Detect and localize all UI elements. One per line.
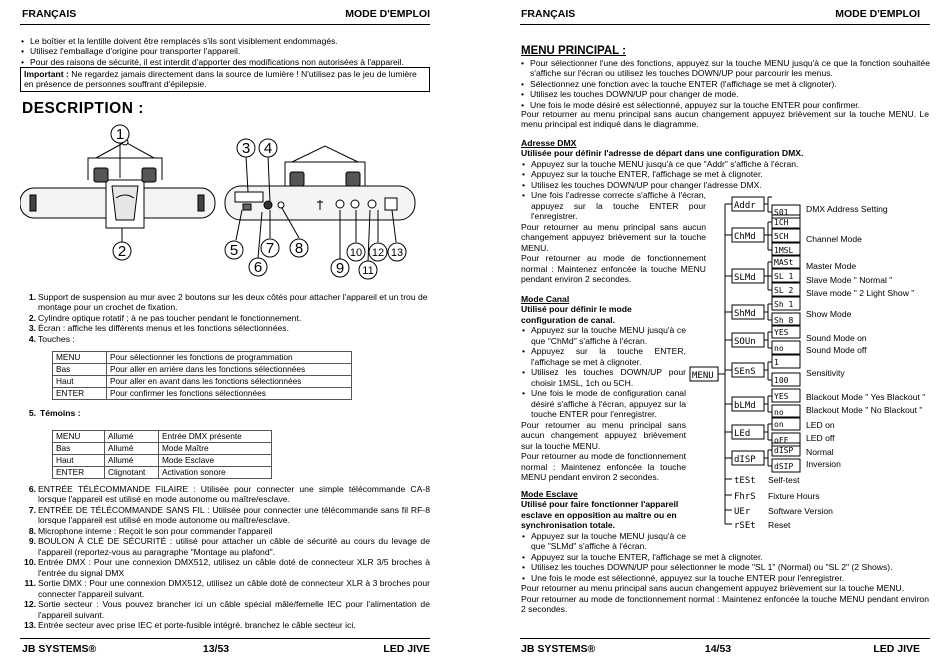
menu-label: Normal bbox=[806, 447, 834, 457]
callout-6: 6 bbox=[253, 259, 263, 276]
esclave-title: Mode Esclave bbox=[521, 489, 578, 499]
touches-table bbox=[52, 351, 352, 400]
left-header-rule bbox=[20, 24, 430, 25]
canal-bullets bbox=[521, 325, 686, 419]
menu-opt: SL 1 bbox=[774, 272, 794, 281]
menu-opt: 1MSL bbox=[774, 246, 794, 255]
canal-subtitle: Utilisé pour définir le mode configuration de canal. bbox=[521, 304, 632, 325]
menu-opt: S01 bbox=[774, 208, 789, 217]
menu-label: Sensitivity bbox=[806, 368, 845, 378]
list-item: • Utilisez les touches DOWN/UP pour changer de mode. bbox=[520, 89, 930, 99]
menu-label: Reset bbox=[768, 520, 791, 530]
menu-label: Master Mode bbox=[806, 261, 857, 271]
temoins-table bbox=[52, 430, 272, 479]
list-item: • Appuyez sur la touche ENTER, l'affichage se met à clignoter. bbox=[521, 169, 801, 179]
list-item: 10. Entrée DMX : Pour une connexion DMX512, utilisez un câble doté de connecteur XLR 3/5 broches à l'entrée du signal DMX bbox=[24, 557, 430, 578]
menu-label: Fixture Hours bbox=[768, 491, 820, 501]
section-canal bbox=[521, 294, 686, 483]
list-item: • Utilisez l'emballage d'origine pour transporter l'appareil. bbox=[20, 46, 430, 56]
canal-title: Mode Canal bbox=[521, 294, 570, 304]
menu-code-blmd: bLMd bbox=[734, 401, 756, 411]
menu-opt: 1 bbox=[774, 358, 779, 367]
list-item: • Le boîtier et la lentille doivent être remplacés s'ils sont visiblement endommagés. bbox=[20, 36, 430, 46]
list-item: 7. ENTRÉE DE TÉLÉCOMMANDE SANS FIL : Utilisée pour connecter une télécommande sans fil RF-8 lorsque l'appareil est utilisé en mode autonome ou maître/esclave. bbox=[28, 504, 430, 526]
list-item: 12. Sortie secteur : Vous pouvez brancher ici un câble spécial mâle/femelle IEC pour l'alimentation de l'appareil suivant. bbox=[24, 599, 430, 620]
menu-opt: YES bbox=[774, 392, 789, 401]
warning-label: Important : bbox=[24, 69, 69, 79]
menu-label: Inversion bbox=[806, 459, 841, 469]
list-item: • Pour des raisons de sécurité, il est interdit d'apporter des modifications non autorisées à l'appareil. bbox=[20, 57, 430, 67]
menu-opt: 1CH bbox=[774, 218, 789, 227]
menu-opt: no bbox=[774, 344, 784, 353]
dmx-normal-paragraph: Pour retourner au mode de fonctionnement normal : Maintenez enfoncée la touche MENU pendant environ 2 secondes. bbox=[521, 253, 706, 285]
menu-code-rset: rSEt bbox=[734, 521, 756, 531]
list-item: 11. Sortie DMX : Pour une connexion DMX512, utilisez un câble doté de connecteur XLR à 3 broches pour connecter l'appareil suivant. bbox=[24, 578, 430, 599]
menu-label: Blackout Mode " Yes Blackout " bbox=[806, 392, 926, 402]
menu-opt: oFF bbox=[774, 436, 789, 445]
right-footer-brand: JB SYSTEMS® bbox=[521, 643, 596, 655]
esclave-normal-paragraph: Pour retourner au mode de fonctionnement normal : Maintenez enfoncée la touche MENU pendant environ 2 secondes. bbox=[521, 593, 929, 615]
dmx-return-paragraph: Pour retourner au menu principal sans aucun changement appuyez brièvement sur la touche MENU. bbox=[521, 221, 706, 253]
menu-label: Blackout Mode " No Blackout " bbox=[806, 405, 923, 415]
list-item: 9. BOULON À CLÉ DE SÉCURITÉ : utilisé pour attacher un câble de sécurité au cours du levage de l'appareil (reportez-vous au paragraphe "Montage au plafond". bbox=[28, 536, 430, 557]
list-item: 4. Touches : bbox=[28, 333, 75, 344]
left-header-language: FRANÇAIS bbox=[22, 8, 77, 20]
menu-tree-diagram bbox=[688, 190, 946, 540]
list-item: • Utilisez les touches DOWN/UP pour choisir 1MSL, 1ch ou 5CH. bbox=[521, 367, 686, 388]
list-item: • Une fois le mode de configuration canal désiré s'affiche à l'écran, appuyez sur la touche ENTER pour l'enregistrer. bbox=[521, 388, 686, 419]
left-header-title: MODE D'EMPLOI bbox=[345, 8, 430, 20]
callout-10: 10 bbox=[349, 247, 363, 259]
menu-code-led: LEd bbox=[734, 429, 751, 439]
right-header-language: FRANÇAIS bbox=[521, 8, 576, 20]
device-diagram bbox=[20, 120, 440, 280]
menu-bullets bbox=[520, 58, 930, 110]
list-item: 3. Écran : affiche les différents menus et les fonctions sélectionnées. bbox=[28, 323, 289, 334]
warning-text: Ne regardez jamais directement dans la source de lumière ! N'utilisez pas le jeu de lumière en présence de personnes souffrant d'épilepsie. bbox=[24, 69, 417, 90]
menu-code-fhrs: FhrS bbox=[734, 492, 756, 502]
menu-label: LED on bbox=[806, 420, 835, 430]
callout-12: 12 bbox=[371, 247, 385, 259]
list-item: 13. Entrée secteur avec prise IEC et porte-fusible intégré. branchez le câble secteur ici. bbox=[24, 620, 356, 631]
description-list-b bbox=[20, 484, 430, 631]
menu-code-slmd: SLMd bbox=[734, 273, 756, 283]
list-item: • Utilisez les touches DOWN/UP pour sélectionner le mode "SL 1" (Normal) ou "SL 2" (2 Shows). bbox=[521, 562, 929, 572]
list-item: • Une fois le mode est sélectionné, appuyez sur la touche ENTER pour l'enregistrer. bbox=[521, 573, 929, 583]
list-item: • Appuyez sur la touche MENU jusqu'à ce que "ChMd" s'affiche à l'écran. bbox=[521, 325, 686, 346]
callout-4: 4 bbox=[263, 140, 273, 157]
menu-label: Channel Mode bbox=[806, 234, 862, 244]
menu-opt: 100 bbox=[774, 376, 789, 385]
list-item: • Appuyez sur la touche ENTER, l'affichage se met à clignoter. bbox=[521, 552, 929, 562]
menu-label: Show Mode bbox=[806, 309, 852, 319]
menu-code-disp: dISP bbox=[734, 455, 756, 465]
list-item: • Appuyez sur la touche MENU jusqu'à ce que "Addr" s'affiche à l'écran. bbox=[521, 159, 801, 169]
table-row: Bas Pour aller en arrière dans les fonctions sélectionnées bbox=[53, 364, 352, 376]
list-item: • Pour sélectionner l'une des fonctions, appuyez sur la touche MENU jusqu'à ce que la fonction souhaitée s'affiche sur l'écran ou utilisez les touches DOWN/UP pour parcourir les menus. bbox=[520, 58, 930, 79]
table-row: Haut Pour aller en avant dans les fonctions sélectionnées bbox=[53, 376, 352, 388]
menu-opt: no bbox=[774, 408, 784, 417]
menu-opt: Sh 8 bbox=[774, 316, 794, 325]
list-item: • Une fois le mode désiré est sélectionné, appuyez sur la touche ENTER pour confirmer. bbox=[520, 100, 930, 110]
left-page-number: 13/53 bbox=[202, 643, 230, 655]
dmx-subtitle: Utilisée pour définir l'adresse de départ dans une configuration DMX. bbox=[521, 148, 804, 159]
esclave-subtitle: Utilisé pour faire fonctionner l'appareil esclave en opposition au maître ou en synchronisation totale. bbox=[521, 499, 679, 531]
table-row: MENU Pour sélectionner les fonctions de programmation bbox=[53, 352, 352, 364]
warning-box bbox=[20, 67, 430, 92]
menu-opt: SL 2 bbox=[774, 286, 794, 295]
list-item: • Utilisez les touches DOWN/UP pour changer l'adresse DMX. bbox=[521, 180, 801, 190]
list-item: 6. ENTRÉE TÉLÉCOMMANDE FILAIRE : Utilisée pour connecter une simple télécommande CA-8 lorsque l'appareil est utilisé en mode autonome ou maître/esclave. bbox=[28, 484, 430, 505]
menu-opt: 5CH bbox=[774, 232, 789, 241]
menu-label: Slave Mode " Normal " bbox=[806, 275, 893, 285]
menu-code-soun: SOUn bbox=[734, 337, 756, 347]
left-footer-rule bbox=[20, 638, 430, 639]
menu-code-uer: UEr bbox=[734, 507, 751, 517]
callout-3: 3 bbox=[241, 140, 251, 157]
menu-opt: MASt bbox=[774, 258, 794, 267]
menu-principal-title: MENU PRINCIPAL : bbox=[521, 45, 626, 57]
menu-label: Software Version bbox=[768, 506, 833, 516]
table-row: ENTER Pour confirmer les fonctions sélectionnées bbox=[53, 388, 352, 400]
menu-code-test: tESt bbox=[734, 476, 756, 486]
list-item: • Une fois l'adresse correcte s'affiche à l'écran, appuyez sur la touche ENTER pour l'enregistrer. bbox=[521, 190, 706, 221]
callout-11: 11 bbox=[362, 265, 374, 277]
callout-5: 5 bbox=[229, 242, 239, 259]
canal-return-paragraph: Pour retourner au menu principal sans aucun changement appuyez brièvement sur la touche MENU. bbox=[521, 419, 686, 451]
menu-code-addr: Addr bbox=[734, 201, 756, 211]
temoins-heading: 5. Témoins : bbox=[28, 408, 81, 418]
callout-9: 9 bbox=[335, 260, 345, 277]
list-item: 2. Cylindre optique rotatif ; à ne pas toucher pendant le fonctionnement. bbox=[28, 312, 302, 323]
menu-label: Slave mode " 2 Light Show " bbox=[806, 288, 915, 298]
list-item: • Sélectionnez une fonction avec la touche ENTER (l'affichage se met à clignoter). bbox=[520, 79, 930, 89]
callout-1: 1 bbox=[115, 126, 125, 143]
description-list-a bbox=[20, 292, 430, 344]
right-header-title: MODE D'EMPLOI bbox=[835, 8, 920, 20]
menu-intro-paragraph: Pour retourner au menu principal sans aucun changement appuyez brièvement sur la touche MENU. Le menu principal est indiqué dans le diagramme. bbox=[521, 109, 929, 130]
menu-label: LED off bbox=[806, 433, 835, 443]
callout-2: 2 bbox=[117, 243, 127, 260]
right-page-number: 14/53 bbox=[704, 643, 732, 655]
right-footer-product: LED JIVE bbox=[873, 643, 920, 655]
menu-opt: on bbox=[774, 420, 784, 429]
table-row: Bas Allumé Mode Maître bbox=[53, 443, 272, 455]
right-header-rule bbox=[520, 24, 930, 25]
table-row: Haut Allumé Mode Esclave bbox=[53, 455, 272, 467]
table-row: MENU Allumé Entrée DMX présente bbox=[53, 431, 272, 443]
left-bullet-list bbox=[20, 36, 430, 67]
right-footer-rule bbox=[520, 638, 930, 639]
menu-opt: dISP bbox=[774, 446, 794, 455]
list-item: 1. Support de suspension au mur avec 2 boutons sur les deux côtés pour attacher l'appareil et un trou de montage pour un crochet de fixation. bbox=[28, 292, 428, 313]
menu-label: Sound Mode on bbox=[806, 333, 867, 343]
left-footer-product: LED JIVE bbox=[383, 643, 430, 655]
menu-opt: Sh 1 bbox=[774, 300, 794, 309]
list-item: 8. Microphone interne : Reçoit le son pour commander l'appareil bbox=[28, 525, 273, 536]
list-item: • Appuyez sur la touche MENU jusqu'à ce que "SLMd" s'affiche à l'écran. bbox=[521, 531, 686, 552]
section-title-description: DESCRIPTION : bbox=[22, 100, 144, 117]
menu-label: Self-test bbox=[768, 475, 800, 485]
callout-13: 13 bbox=[390, 247, 404, 259]
left-footer-brand: JB SYSTEMS® bbox=[22, 643, 97, 655]
menu-root-label: MENU bbox=[692, 371, 714, 381]
esclave-return-paragraph: Pour retourner au menu principal sans aucun changement appuyez brièvement sur la touche MENU. bbox=[521, 583, 905, 594]
menu-code-sens: SEnS bbox=[734, 367, 756, 377]
callout-7: 7 bbox=[265, 240, 275, 257]
menu-label: DMX Address Setting bbox=[806, 204, 888, 214]
menu-opt: YES bbox=[774, 328, 789, 337]
canal-normal-paragraph: Pour retourner au mode de fonctionnement normal : Maintenez enfoncée la touche MENU pendant environ 2 secondes. bbox=[521, 451, 686, 483]
callout-8: 8 bbox=[294, 240, 304, 257]
menu-code-shmd: ShMd bbox=[734, 309, 756, 319]
list-item: • Appuyez sur la touche ENTER, l'affichage se met à clignoter. bbox=[521, 346, 686, 367]
menu-label: Sound Mode off bbox=[806, 345, 867, 355]
menu-code-chmd: ChMd bbox=[734, 232, 756, 242]
dmx-title: Adresse DMX bbox=[521, 138, 577, 148]
table-row: ENTER Clignotant Activation sonore bbox=[53, 467, 272, 479]
menu-opt: dSIP bbox=[774, 462, 794, 471]
